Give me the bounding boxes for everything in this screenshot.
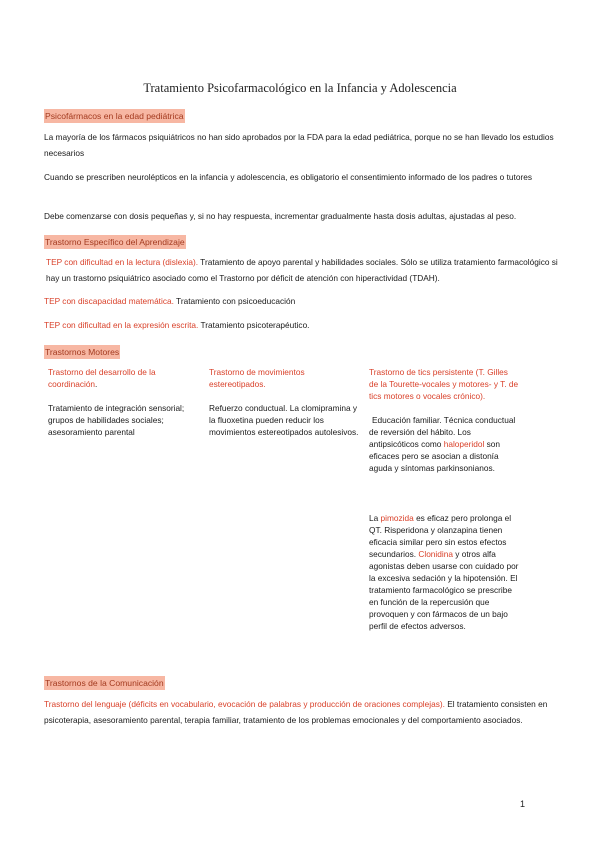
text-dislexia-treatment: Tratamiento de apoyo parental y habilidades sociales. Sólo se utiliza tratamiento farmacológico si hay un trastorno psiquiátrico asociado como el Trastorno por déficit de atención con hiperactividad (TDAH). <box>46 257 558 283</box>
column-body-estereotipados: Refuerzo conductual. La clomipramina y la fluoxetina pueden reducir los movimientos estereotipados autolesivos. <box>209 403 359 437</box>
column-title-tics: Trastorno de tics persistente (T. Gilles de la Tourette-vocales y motores- y T. de tics motores o vocales crónico). <box>369 367 519 401</box>
term-escritura: TEP con dificultad en la expresión escrita. <box>44 320 199 330</box>
term-dislexia: TEP con dificultad en la lectura (dislexia). <box>46 257 199 267</box>
column-body-tics-2: La pimozida es eficaz pero prolonga el QT. Risperidona y olanzapina tienen eficacia similar pero sin estos efectos secundarios. Clonidina y otros alfa agonistas deben usarse con cuidado por la excesiva sedación y la hipotensión. El tratamiento farmacológico se prescribe en función de la repercusión que provoquen y con fármacos de un bajo perfil de efectos adversos. <box>369 513 519 631</box>
section-heading-psicofarmacos: Psicofármacos en la edad pediátrica <box>45 111 184 121</box>
section-heading-aprendizaje: Trastorno Específico del Aprendizaje <box>45 237 185 247</box>
column-body-coordinacion: Tratamiento de integración sensorial; grupos de habilidades sociales; asesoramiento parental <box>48 403 185 437</box>
paragraph-fda: La mayoría de los fármacos psiquiátricos no han sido aprobados por la FDA para la edad pediátrica, porque no se han llevado los estudios necesarios <box>44 132 554 158</box>
column-body-tics-1: Educación familiar. Técnica conductual de reversión del hábito. Los antipsicóticos como haloperidol son eficaces pero se asocian a distonía aguda y síntomas parkinsonianos. <box>369 415 516 473</box>
text-escritura-treatment: Tratamiento psicoterapéutico. <box>198 320 310 330</box>
paragraph-matematica <box>44 294 564 310</box>
term-haloperidol: haloperidol <box>443 439 485 449</box>
page-title: Tratamiento Psicofarmacológico en la Infancia y Adolescencia <box>143 81 457 95</box>
column-title-coordinacion: Trastorno del desarrollo de la coordinación. <box>48 367 156 389</box>
section-heading-motores: Trastornos Motores <box>45 347 120 357</box>
column-title-estereotipados: Trastorno de movimientos estereotipados. <box>209 367 305 389</box>
section-heading-comunicacion: Trastornos de la Comunicación <box>45 678 164 688</box>
paragraph-dosis: Debe comenzarse con dosis pequeñas y, si no hay respuesta, incrementar gradualmente hasta dosis adultas, ajustadas al peso. <box>44 211 517 221</box>
paragraph-dislexia <box>46 255 566 286</box>
term-clonidina: Clonidina <box>418 549 453 559</box>
term-trastorno-lenguaje: Trastorno del lenguaje (déficits en vocabulario, evocación de palabras y producción de oraciones complejas). <box>44 699 445 709</box>
paragraph-consentimiento: Cuando se prescriben neurolépticos en la infancia y adolescencia, es obligatorio el consentimiento informado de los padres o tutores <box>44 172 532 182</box>
text-lenguaje-treatment: El tratamiento consisten en psicoterapia, asesoramiento parental, terapia familiar, tratamiento de los problemas emocionales y del comportamiento asociados. <box>44 699 548 725</box>
term-matematica: TEP con discapacidad matemática. <box>44 296 174 306</box>
term-pimozida: pimozida <box>380 513 414 523</box>
page-number: 1 <box>520 799 526 809</box>
text-matematica-treatment: Tratamiento con psicoeducación <box>173 296 296 306</box>
paragraph-escritura <box>44 318 564 334</box>
paragraph-lenguaje <box>44 697 564 728</box>
